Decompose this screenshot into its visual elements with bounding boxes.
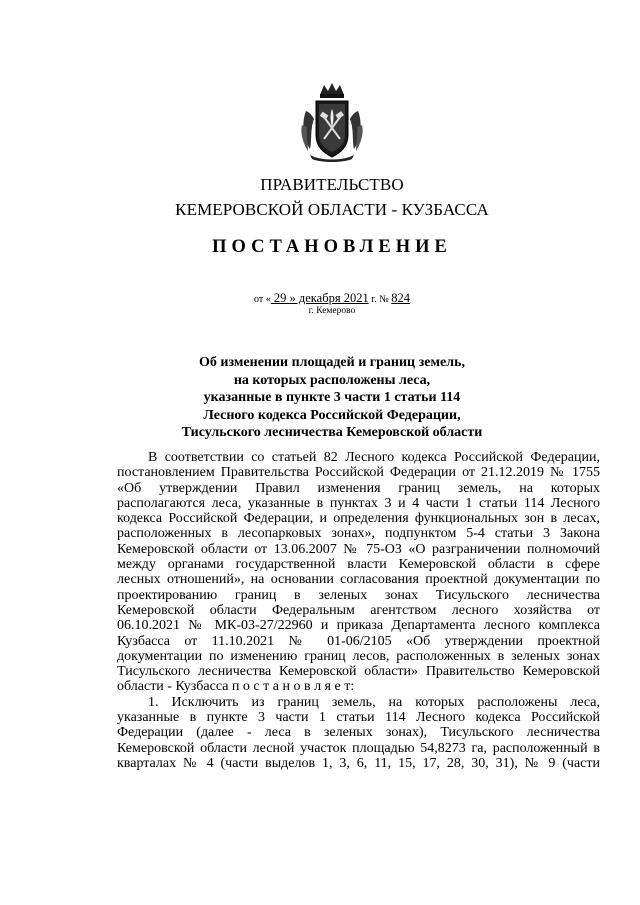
body-line: области - Кузбасса п о с т а н о в л я е т:	[117, 679, 355, 695]
body-line: Кузбасса от 11.10.2021 № 01-06/2105 «Об утверждении проектной	[117, 633, 600, 649]
body-line: 1. Исключить из границ земель, на которых расположены леса,	[148, 694, 600, 710]
document-city: г. Кемерово	[308, 306, 356, 316]
document-body	[117, 450, 600, 771]
body-line: 06.10.2021 № МК-03-27/22960 и приказа Департамента лесного комплекса	[117, 618, 600, 634]
body-line: между органами государственной власти Кемеровской области в сфере	[117, 557, 600, 573]
number-prefix: г. №	[368, 294, 392, 305]
body-line: лесных отношений», на основании согласования проектной документации по	[117, 572, 600, 588]
body-line: кварталах № 4 (части выделов 1, 3, 6, 11, 15, 17, 28, 30, 31), № 9 (части	[117, 755, 600, 771]
document-subject	[0, 354, 640, 442]
body-line: документации по изменению границ лесов, расположенных в зеленых зонах	[117, 648, 600, 664]
body-line: постановлением Правительства Российской Федерации от 21.12.2019 № 1755	[117, 465, 600, 481]
body-line: кодекса Российской Федерации, и определения функциональных зон в лесах,	[117, 511, 600, 527]
date-day: 29	[270, 291, 290, 305]
body-line: расположенных в лесопарковых зонах», подпунктом 5-4 статьи 3 Закона	[117, 526, 600, 542]
coat-of-arms-emblem	[298, 81, 366, 163]
body-line: Кемеровской области от 13.06.2007 № 75-ОЗ «О разграничении полномочий	[117, 541, 600, 557]
subject-line: указанные в пункте 3 части 1 статьи 114	[203, 390, 461, 406]
document-date-line	[0, 291, 640, 306]
body-line: проектированию границ в зеленых зонах Тисульского лесничества	[117, 587, 600, 603]
body-line: Кемеровской области Федеральным агентством лесного хозяйства от	[117, 602, 600, 618]
document-number: 824	[391, 291, 410, 305]
date-month-year: » декабря 2021	[289, 291, 369, 305]
subject-line: Лесного кодекса Российской Федерации,	[203, 407, 461, 423]
organization-name: ПРАВИТЕЛЬСТВО	[260, 175, 404, 194]
subject-line: Тисульского лесничества Кемеровской области	[181, 425, 483, 441]
document-type-title: ПОСТАНОВЛЕНИЕ	[212, 237, 452, 257]
body-line: «Об утверждении Правил изменения границ земель, на которых	[117, 480, 600, 496]
body-line: В соответствии со статьей 82 Лесного кодекса Российской Федерации,	[148, 450, 600, 465]
body-line: Тисульского лесничества Кемеровской области» Правительство Кемеровской	[117, 664, 600, 680]
body-line: указанные в пункте 3 части 1 статьи 114 Лесного кодекса Российской	[117, 710, 600, 726]
subject-line: на которых расположены леса,	[233, 372, 431, 388]
organization-region: КЕМЕРОВСКОЙ ОБЛАСТИ - КУЗБАССА	[175, 200, 489, 219]
body-line: располагаются леса, указанные в пунктах 3 и 4 части 1 статьи 114 Лесного	[117, 495, 600, 511]
date-prefix: от «	[254, 294, 271, 305]
body-line: Кемеровской области лесной участок площадью 54,8273 га, расположенный в	[117, 740, 600, 756]
body-line: Федерации (далее - леса в зеленых зонах), Тисульского лесничества	[117, 725, 600, 741]
subject-line: Об изменении площадей и границ земель,	[199, 355, 465, 370]
